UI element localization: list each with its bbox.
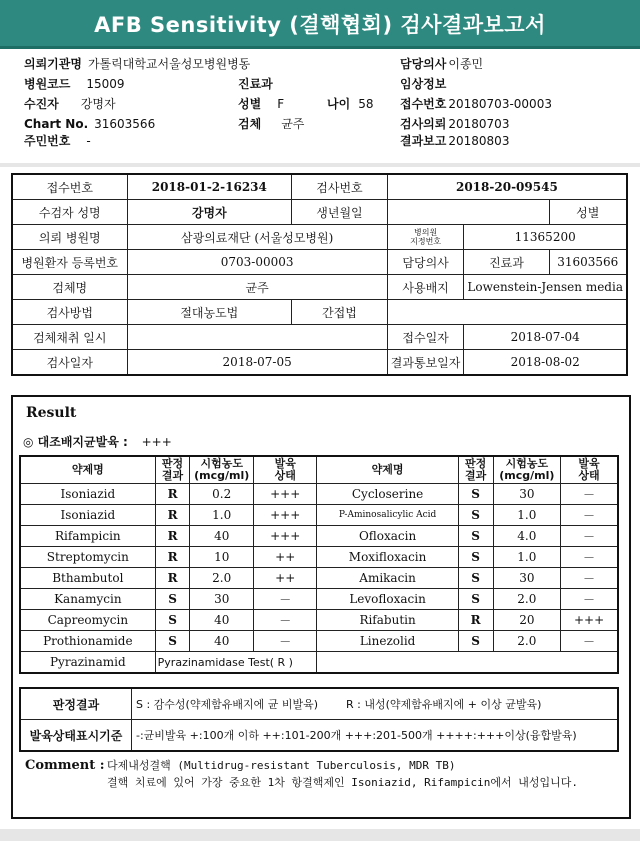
specimen-row bbox=[238, 116, 304, 132]
chart-value: 31603566 bbox=[94, 117, 156, 131]
legend-key: 판정결과 bbox=[20, 688, 132, 720]
growth: － bbox=[561, 484, 618, 505]
drug-name: Linezolid bbox=[317, 631, 458, 652]
code-label: 병원코드 bbox=[24, 77, 71, 91]
control-growth-value: +++ bbox=[141, 435, 172, 449]
info-value: 0703-00003 bbox=[127, 250, 387, 275]
judgement: R bbox=[155, 568, 190, 589]
growth: － bbox=[253, 589, 316, 610]
patient-row bbox=[24, 96, 116, 112]
sex-row bbox=[238, 96, 284, 112]
drug-row bbox=[20, 484, 618, 505]
info-value: 2018-20-09545 bbox=[387, 174, 627, 200]
empty-cell bbox=[317, 652, 618, 674]
judgement: R bbox=[155, 547, 190, 568]
info-value: 2018-01-2-16234 bbox=[127, 174, 292, 200]
judgement: S bbox=[458, 547, 493, 568]
accession-row bbox=[400, 96, 552, 112]
col-header: 시험농도 (mcg/ml) bbox=[190, 456, 253, 484]
judgement: S bbox=[458, 589, 493, 610]
growth: － bbox=[561, 526, 618, 547]
info-label: 결과통보일자 bbox=[387, 350, 464, 376]
growth: － bbox=[253, 610, 316, 631]
chart-label: Chart No. bbox=[24, 117, 89, 131]
drug-name: Cycloserine bbox=[317, 484, 458, 505]
drug-name: Kanamycin bbox=[20, 589, 155, 610]
info-label: 성별 bbox=[549, 200, 627, 225]
info-label: 병원환자 등록번호 bbox=[12, 250, 127, 275]
info-label: 검체채취 일시 bbox=[12, 325, 127, 350]
legend-value: S : 감수성(약제함유배지에 균 비발육) R : 내성(약제함유배지에 + 이상 균발육) bbox=[132, 688, 619, 720]
drug-name: Moxifloxacin bbox=[317, 547, 458, 568]
drug-name: Ofloxacin bbox=[317, 526, 458, 547]
comment-label: Comment : bbox=[25, 758, 105, 773]
request-row bbox=[400, 116, 509, 132]
drug-row bbox=[20, 610, 618, 631]
info-value: 삼광의료재단 (서울성모병원) bbox=[127, 225, 387, 250]
growth: +++ bbox=[253, 484, 316, 505]
dept-label: 진료과 bbox=[238, 77, 273, 91]
drug-table bbox=[19, 455, 619, 674]
growth: － bbox=[561, 547, 618, 568]
judgement: R bbox=[155, 484, 190, 505]
drug-row bbox=[20, 568, 618, 589]
col-header: 시험농도 (mcg/ml) bbox=[493, 456, 561, 484]
result-heading: Result bbox=[26, 405, 77, 421]
info-label: 사용배지 bbox=[387, 275, 464, 300]
growth: +++ bbox=[253, 526, 316, 547]
info-value: 절대농도법 bbox=[127, 300, 292, 325]
doctor-value: 이종민 bbox=[448, 57, 484, 71]
age-row bbox=[327, 96, 373, 112]
info-value: 31603566 bbox=[549, 250, 627, 275]
drug-row bbox=[20, 505, 618, 526]
drug-name: Streptomycin bbox=[20, 547, 155, 568]
request-label: 검사의뢰 bbox=[400, 117, 447, 131]
drug-name: Capreomycin bbox=[20, 610, 155, 631]
age-value: 58 bbox=[358, 97, 374, 111]
info-value bbox=[387, 200, 549, 225]
report-title: AFB Sensitivity (결핵협회) 검사결과보고서 bbox=[94, 13, 546, 37]
info-row bbox=[12, 300, 627, 325]
concentration: 30 bbox=[190, 589, 253, 610]
org-label: 의뢰기관명 bbox=[24, 57, 82, 71]
concentration: 40 bbox=[190, 526, 253, 547]
info-label: 생년월일 bbox=[292, 200, 388, 225]
judgement: R bbox=[155, 505, 190, 526]
doctor-row bbox=[400, 56, 483, 72]
info-label: 접수일자 bbox=[387, 325, 464, 350]
concentration: 0.2 bbox=[190, 484, 253, 505]
footer-bar bbox=[0, 829, 640, 841]
info-label: 검사번호 bbox=[292, 174, 388, 200]
judgement: S bbox=[155, 631, 190, 652]
drug-name: Bthambutol bbox=[20, 568, 155, 589]
clinical-row bbox=[400, 76, 452, 92]
rrn-label: 주민번호 bbox=[24, 134, 71, 148]
growth: +++ bbox=[253, 505, 316, 526]
growth: ++ bbox=[253, 568, 316, 589]
code-value: 15009 bbox=[86, 77, 125, 91]
info-label: 의뢰 병원명 bbox=[12, 225, 127, 250]
info-row bbox=[12, 200, 627, 225]
judgement: S bbox=[458, 568, 493, 589]
judgement: R bbox=[155, 526, 190, 547]
control-growth bbox=[23, 433, 172, 450]
drug-table-header bbox=[20, 456, 618, 484]
comment-body bbox=[107, 757, 612, 791]
org-value: 가톨릭대학교서울성모병원병동 bbox=[87, 57, 251, 71]
drug-name: Rifabutin bbox=[317, 610, 458, 631]
judgement: S bbox=[458, 526, 493, 547]
info-label: 담당의사 bbox=[387, 250, 464, 275]
concentration: 40 bbox=[190, 610, 253, 631]
pyrazinamid-row bbox=[20, 652, 618, 674]
col-header: 판정 결과 bbox=[155, 456, 190, 484]
title-bar bbox=[0, 0, 640, 49]
concentration: 2.0 bbox=[493, 589, 561, 610]
drug-name: Isoniazid bbox=[20, 505, 155, 526]
doctor-label: 담당의사 bbox=[400, 57, 447, 71]
concentration: 1.0 bbox=[493, 547, 561, 568]
concentration: 4.0 bbox=[493, 526, 561, 547]
legend-row bbox=[20, 720, 618, 752]
info-value: 11365200 bbox=[464, 225, 627, 250]
col-header: 발육 상태 bbox=[561, 456, 618, 484]
request-value: 20180703 bbox=[448, 117, 510, 131]
info-label: 접수번호 bbox=[12, 174, 127, 200]
info-label: 검사일자 bbox=[12, 350, 127, 376]
info-value: 강명자 bbox=[127, 200, 292, 225]
judgement: R bbox=[458, 610, 493, 631]
drug-row bbox=[20, 589, 618, 610]
dept-row bbox=[238, 76, 279, 92]
judgement: S bbox=[155, 610, 190, 631]
report-row bbox=[400, 133, 509, 149]
info-label: 검사방법 bbox=[12, 300, 127, 325]
drug-row bbox=[20, 631, 618, 652]
concentration: 2.0 bbox=[190, 568, 253, 589]
concentration: 30 bbox=[493, 484, 561, 505]
info-label: 검체명 bbox=[12, 275, 127, 300]
info-row bbox=[12, 250, 627, 275]
report-label: 결과보고 bbox=[400, 134, 447, 148]
col-header: 발육 상태 bbox=[253, 456, 316, 484]
code-row bbox=[24, 76, 125, 92]
info-value bbox=[127, 325, 387, 350]
col-header: 판정 결과 bbox=[458, 456, 493, 484]
concentration: 30 bbox=[493, 568, 561, 589]
growth: － bbox=[561, 589, 618, 610]
col-header: 약제명 bbox=[317, 456, 458, 484]
growth: +++ bbox=[561, 610, 618, 631]
control-growth-label: ◎ 대조배지균발육 : bbox=[23, 435, 128, 449]
legend-key: 발육상태표시기준 bbox=[20, 720, 132, 752]
specimen-value: 균주 bbox=[281, 117, 305, 131]
info-row bbox=[12, 275, 627, 300]
concentration: 10 bbox=[190, 547, 253, 568]
info-value: 간접법 bbox=[292, 300, 388, 325]
sex-label: 성별 bbox=[238, 97, 262, 111]
clinical-label: 임상정보 bbox=[400, 77, 447, 91]
drug-name: Isoniazid bbox=[20, 484, 155, 505]
legend-value: -:균비발육 +:100개 이하 ++:101-200개 +++:201-500개 ++++:+++이상(융합발육) bbox=[132, 720, 619, 752]
info-value: 2018-07-04 bbox=[464, 325, 627, 350]
concentration: 40 bbox=[190, 631, 253, 652]
comment-line: 결핵 치료에 있어 가장 중요한 1차 항결핵제인 Isoniazid, Rifampicin에서 내성입니다. bbox=[107, 776, 578, 789]
result-box bbox=[11, 395, 631, 819]
chart-row bbox=[24, 116, 155, 132]
info-value: Lowenstein-Jensen media bbox=[464, 275, 627, 300]
drug-row bbox=[20, 526, 618, 547]
info-label: 수검자 성명 bbox=[12, 200, 127, 225]
growth: － bbox=[561, 505, 618, 526]
info-row bbox=[12, 174, 627, 200]
growth: － bbox=[561, 568, 618, 589]
sex-value: F bbox=[277, 97, 285, 111]
info-value bbox=[387, 300, 627, 325]
drug-name: P-Aminosalicylic Acid bbox=[317, 505, 458, 526]
drug-row bbox=[20, 547, 618, 568]
info-value: 2018-08-02 bbox=[464, 350, 627, 376]
comment-line: 다제내성결핵 (Multidrug-resistant Tuberculosis, MDR TB) bbox=[107, 759, 456, 772]
pza-name: Pyrazinamid bbox=[20, 652, 155, 674]
legend-row bbox=[20, 688, 618, 720]
info-value: 2018-07-05 bbox=[127, 350, 387, 376]
growth: ++ bbox=[253, 547, 316, 568]
drug-name: Levofloxacin bbox=[317, 589, 458, 610]
age-label: 나이 bbox=[327, 97, 351, 111]
accession-value: 20180703-00003 bbox=[448, 97, 552, 111]
judgement: S bbox=[458, 484, 493, 505]
info-label: 진료과 bbox=[464, 250, 549, 275]
specimen-info-table bbox=[11, 173, 628, 376]
growth: － bbox=[253, 631, 316, 652]
info-row bbox=[12, 325, 627, 350]
accession-label: 접수번호 bbox=[400, 97, 447, 111]
report-value: 20180803 bbox=[448, 134, 510, 148]
growth: － bbox=[561, 631, 618, 652]
patient-value: 강명자 bbox=[80, 97, 116, 111]
col-header: 약제명 bbox=[20, 456, 155, 484]
specimen-label: 검체 bbox=[238, 117, 262, 131]
legend-table bbox=[19, 687, 619, 752]
rrn-row bbox=[24, 133, 91, 149]
org-row bbox=[24, 56, 250, 72]
info-value: 균주 bbox=[127, 275, 387, 300]
concentration: 1.0 bbox=[493, 505, 561, 526]
patient-label: 수진자 bbox=[24, 97, 59, 111]
judgement: S bbox=[155, 589, 190, 610]
drug-name: Prothionamide bbox=[20, 631, 155, 652]
judgement: S bbox=[458, 505, 493, 526]
concentration: 2.0 bbox=[493, 631, 561, 652]
drug-name: Amikacin bbox=[317, 568, 458, 589]
concentration: 20 bbox=[493, 610, 561, 631]
rrn-value: - bbox=[86, 134, 91, 148]
info-row bbox=[12, 225, 627, 250]
drug-name: Rifampicin bbox=[20, 526, 155, 547]
concentration: 1.0 bbox=[190, 505, 253, 526]
section-divider bbox=[0, 163, 640, 167]
info-row bbox=[12, 350, 627, 376]
pza-test: Pyrazinamidase Test( R ) bbox=[155, 652, 317, 674]
judgement: S bbox=[458, 631, 493, 652]
info-label: 병의원 지정번호 bbox=[387, 225, 464, 250]
